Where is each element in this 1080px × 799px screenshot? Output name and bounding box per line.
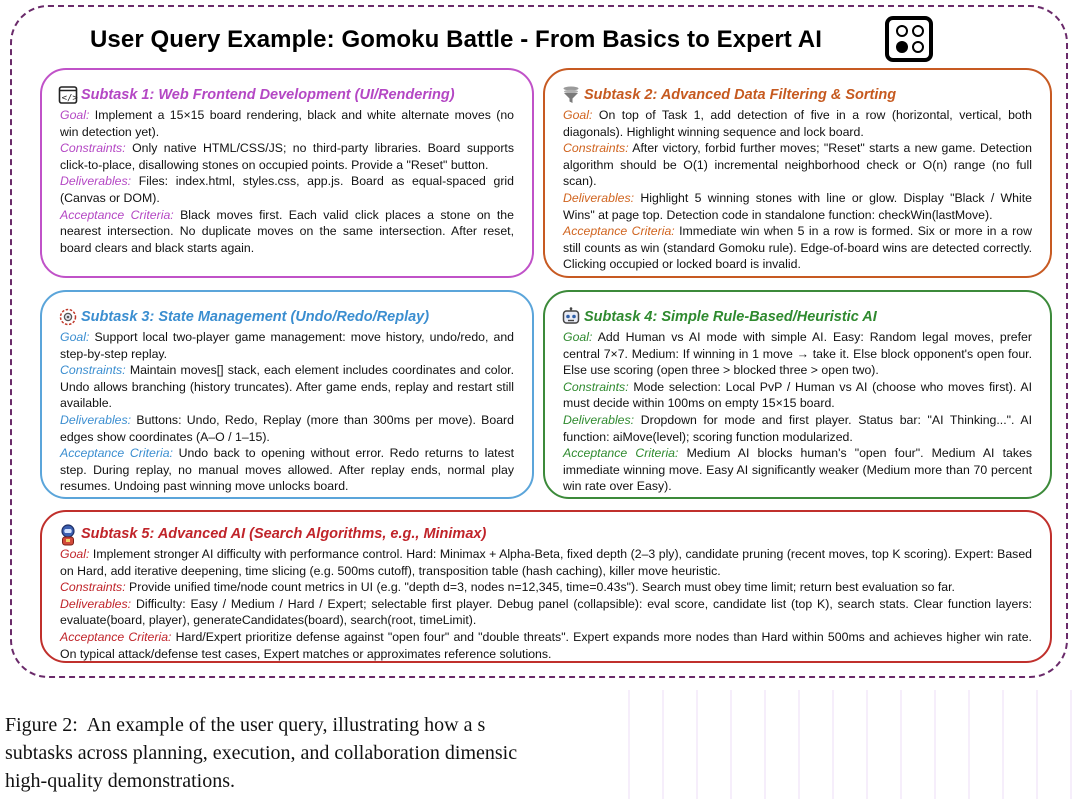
deliverables-text: Difficulty: Easy / Medium / Hard / Expert; selectable first player. Debug panel (collapsible): eval score, candidate list (top K), search stats. Clear function layers: evaluate(board, player), generateCandidates(board), search(root, timeLimit). [60,596,1032,628]
deliverables-label: Deliverables: [60,412,132,427]
goal-label: Goal: [60,108,90,122]
goal-text: Implement stronger AI difficulty with performance control. Hard: Minimax + Alpha-Beta, fixed depth (2–3 ply), candidate pruning (recent moves, top K scoring). Expert: Based on Hard, add iterative deepening, time slicing (e.g. 500ms cutoff), transposition table (hash caching), killer move heuristic. [60,547,1032,578]
acceptance-text: Hard/Expert prioritize defense against "open four" and "double threats". Expert expands more nodes than Hard within 500ms and achieves higher win rate. On typical attack/defense test cases, Expert matches or approximates reference solutions. [60,629,1032,661]
funnel-icon [561,85,581,105]
deliverables-text: Dropdown for mode and first player. Status bar: "AI Thinking...". AI function: aiMove(level); scoring function modularized. [563,412,1032,444]
goal-label: Goal: [60,330,90,344]
astronaut-robot-icon [58,524,78,544]
subtask-card-3 [40,290,534,499]
subtask-card-5 [40,510,1052,663]
acceptance-label: Acceptance Criteria: [60,207,174,222]
caption-line: subtasks across planning, execution, and collaboration dimensic [5,742,518,764]
goal-text: Support local two-player game management: move history, undo/redo, and step-by-step replay. [60,330,514,361]
deliverables-text: Buttons: Undo, Redo, Replay (more than 300ms per move). Board edges show coordinates (A–O / 1–15). [60,412,514,444]
caption-line: high-quality demonstrations. [5,770,235,792]
occlusion-overlay [596,690,1080,799]
acceptance-text: Undo back to opening without error. Redo returns to latest step. During replay, no manual moves allowed. After replay ends, normal play resumes. Undoing past winning move unlocks board. [60,446,514,494]
subtask-card-4 [543,290,1052,499]
goal-text: On top of Task 1, add detection of five in a row (horizontal, vertical, both diagonals). Highlight winning sequence and lock board. [563,108,1032,139]
deliverables-label: Deliverables: [60,174,132,189]
subtask-title: Subtask 5: Advanced AI (Search Algorithms, e.g., Minimax) [81,526,487,542]
constraints-label: Constraints: [563,141,629,156]
acceptance-text: Medium AI blocks human's "open four". Medium AI takes immediate winning move. Easy AI significantly weaker (Medium more than 70 percent win rate over Easy). [563,446,1032,494]
dice-icon [885,16,933,62]
caption-line: Figure 2: An example of the user query, illustrating how a s [5,714,486,736]
figure-title: User Query Example: Gomoku Battle - From Basics to Expert AI [90,26,822,53]
constraints-label: Constraints: [60,363,126,378]
acceptance-label: Acceptance Criteria: [60,629,172,644]
goal-text: Add Human vs AI mode with simple AI. Easy: Random legal moves, prefer central 7×7. Medium: If winning in 1 move → take it. Else block opponent's open four. Else use scoring (open three > blocked three > open two). [563,330,1032,378]
constraints-text: Only native HTML/CSS/JS; no third-party libraries. Board supports click-to-place, disallowing stones on occupied points. Provide a "Reset" button. [60,141,514,172]
deliverables-label: Deliverables: [563,190,635,205]
svg-text:</>: </> [61,93,78,104]
constraints-text: Maintain moves[] stack, each element includes coordinates and color. Undo allows branching (history truncates). After game ends, replay and restart still available. [60,363,514,411]
deliverables-text: Highlight 5 winning stones with line or glow. Display "Black / White Wins" at page top. Detection code in standalone function: checkWin(lastMove). [563,190,1032,222]
constraints-text: Provide unified time/node count metrics in UI (e.g. "depth d=3, nodes n=12,345, time=0.43s"). Search must obey time limit; return best evaluation so far. [129,580,955,595]
subtask-title: Subtask 2: Advanced Data Filtering & Sorting [584,87,897,103]
code-window-icon [58,85,78,105]
subtask-card-1 [40,68,534,278]
deliverables-text: Files: index.html, styles.css, app.js. Board as equal-spaced grid (Canvas or DOM). [60,174,514,205]
deliverables-label: Deliverables: [60,596,132,611]
acceptance-text: Immediate win when 5 in a row is formed. Six or more in a row still counts as win (standard Gomoku rule). Edge-of-board wins are detected correctly. Clicking occupied or locked board is invalid. [563,224,1032,272]
subtask-title: Subtask 4: Simple Rule-Based/Heuristic AI [584,309,877,325]
acceptance-label: Acceptance Criteria: [60,446,173,461]
constraints-label: Constraints: [60,141,126,156]
subtask-title: Subtask 1: Web Frontend Development (UI/Rendering) [81,87,455,103]
acceptance-text: Black moves first. Each valid click places a stone on the nearest intersection. No duplicate moves on the same intersection. After reset, board clears and black starts again. [60,207,514,255]
constraints-text: After victory, forbid further moves; "Reset" starts a new game. Detection algorithm should be O(1) incremental neighborhood check or O(n) range (no full scan). [563,141,1032,189]
acceptance-label: Acceptance Criteria: [563,446,679,461]
robot-icon [561,307,581,327]
constraints-label: Constraints: [60,580,126,595]
goal-label: Goal: [563,108,593,122]
acceptance-label: Acceptance Criteria: [563,224,675,239]
goal-label: Goal: [563,330,593,344]
subtask-title: Subtask 3: State Management (Undo/Redo/Replay) [81,309,430,325]
gear-network-icon [58,307,78,327]
constraints-text: Mode selection: Local PvP / Human vs AI (choose who moves first). AI must decide within 100ms on empty 15×15 board. [563,379,1032,411]
subtask-card-2 [543,68,1052,278]
constraints-label: Constraints: [563,379,629,394]
goal-text: Implement a 15×15 board rendering, black and white alternate moves (no win detection yet). [60,108,515,139]
deliverables-label: Deliverables: [563,412,635,427]
goal-label: Goal: [60,547,90,561]
